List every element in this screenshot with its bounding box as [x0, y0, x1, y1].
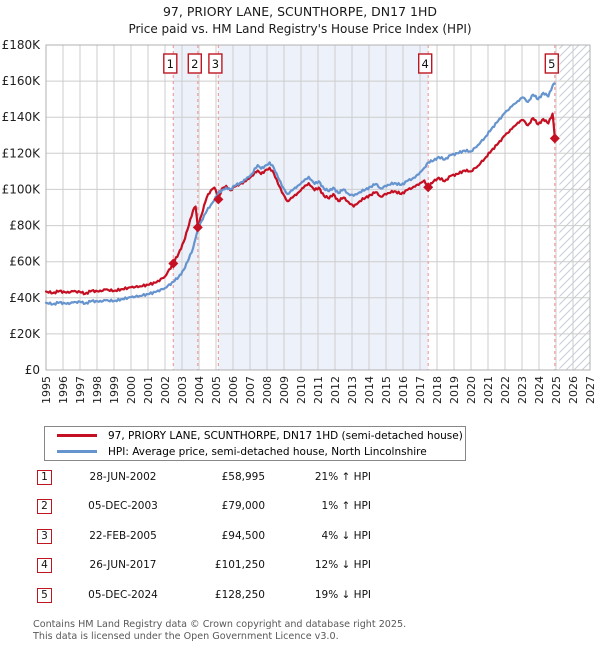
txn-date: 26-JUN-2017 — [89, 559, 157, 572]
table-row — [37, 588, 557, 604]
svg-text:£80K: £80K — [9, 218, 40, 233]
svg-text:£180K: £180K — [1, 38, 40, 52]
txn-hpi-diff: 12% ↓ HPI — [314, 559, 371, 572]
svg-text:1997: 1997 — [74, 376, 87, 404]
svg-text:2: 2 — [191, 57, 199, 71]
svg-text:£40K: £40K — [9, 290, 40, 305]
svg-text:2027: 2027 — [584, 376, 597, 404]
svg-text:£140K: £140K — [1, 110, 40, 125]
legend-item-property — [45, 430, 465, 442]
legend-label: HPI: Average price, semi-detached house, North Lincolnshire — [108, 445, 427, 458]
svg-text:1995: 1995 — [40, 376, 53, 404]
svg-text:2011: 2011 — [312, 376, 325, 404]
red-line-swatch — [57, 434, 97, 437]
footer-line-2: This data is licensed under the Open Government Licence v3.0. — [33, 630, 339, 642]
legend-label: 97, PRIORY LANE, SCUNTHORPE, DN17 1HD (semi-detached house) — [108, 429, 463, 442]
txn-hpi-diff: 4% ↓ HPI — [321, 529, 371, 542]
blue-line-swatch — [57, 450, 97, 453]
svg-text:2013: 2013 — [346, 376, 359, 404]
svg-text:2000: 2000 — [125, 376, 138, 404]
svg-text:2008: 2008 — [261, 376, 274, 404]
svg-text:5: 5 — [548, 57, 556, 71]
svg-text:1998: 1998 — [91, 376, 104, 404]
svg-text:2026: 2026 — [567, 376, 580, 404]
svg-text:2020: 2020 — [465, 376, 478, 404]
svg-text:2022: 2022 — [499, 376, 512, 404]
svg-text:2010: 2010 — [295, 376, 308, 404]
svg-text:2003: 2003 — [176, 376, 189, 404]
txn-price: £128,250 — [214, 588, 265, 601]
svg-text:2006: 2006 — [227, 376, 240, 404]
svg-text:2009: 2009 — [278, 376, 291, 404]
txn-date: 05-DEC-2003 — [88, 500, 158, 513]
svg-text:£20K: £20K — [9, 326, 40, 341]
svg-text:2025: 2025 — [550, 376, 563, 404]
svg-text:2002: 2002 — [159, 376, 172, 404]
svg-text:2017: 2017 — [414, 376, 427, 404]
page-subtitle: Price paid vs. HM Land Registry's House Price Index (HPI) — [128, 22, 472, 36]
svg-text:2016: 2016 — [397, 376, 410, 404]
svg-text:4: 4 — [421, 57, 429, 71]
svg-text:2012: 2012 — [329, 376, 342, 404]
txn-hpi-diff: 19% ↓ HPI — [314, 588, 371, 601]
svg-text:2024: 2024 — [533, 376, 546, 404]
txn-price: £101,250 — [214, 559, 265, 572]
svg-text:2021: 2021 — [482, 376, 495, 404]
svg-text:1: 1 — [166, 57, 174, 71]
txn-number-badge: 5 — [37, 588, 52, 603]
txn-number-badge: 1 — [37, 470, 52, 485]
table-row — [37, 499, 557, 515]
table-row — [37, 529, 557, 545]
svg-text:£100K: £100K — [1, 182, 40, 197]
txn-price: £94,500 — [221, 529, 265, 542]
page-title: 97, PRIORY LANE, SCUNTHORPE, DN17 1HD — [162, 4, 438, 19]
txn-hpi-diff: 21% ↑ HPI — [314, 471, 371, 483]
table-row — [37, 470, 557, 486]
svg-text:£120K: £120K — [1, 146, 40, 161]
svg-text:2001: 2001 — [142, 376, 155, 404]
svg-text:£160K: £160K — [1, 74, 40, 89]
transaction-table — [37, 470, 557, 617]
footer-line-1: Contains HM Land Registry data © Crown copyright and database right 2025. — [33, 619, 407, 630]
svg-text:2007: 2007 — [244, 376, 257, 404]
legend-item-hpi — [45, 446, 465, 458]
svg-text:2015: 2015 — [380, 376, 393, 404]
txn-date: 05-DEC-2024 — [88, 588, 158, 601]
txn-date: 28-JUN-2002 — [89, 471, 157, 483]
svg-text:2014: 2014 — [363, 376, 376, 404]
svg-text:1999: 1999 — [108, 376, 121, 404]
svg-text:3: 3 — [211, 57, 220, 71]
txn-price: £58,995 — [221, 471, 265, 483]
svg-text:2018: 2018 — [431, 376, 444, 404]
svg-text:1996: 1996 — [57, 376, 70, 404]
txn-number-badge: 4 — [37, 558, 52, 573]
svg-text:2005: 2005 — [210, 376, 223, 404]
table-row — [37, 558, 557, 574]
svg-text:£0: £0 — [24, 363, 40, 377]
txn-hpi-diff: 1% ↑ HPI — [321, 500, 371, 513]
license-footer — [33, 619, 406, 642]
txn-price: £79,000 — [221, 500, 265, 513]
txn-date: 22-FEB-2005 — [89, 529, 157, 542]
svg-text:2019: 2019 — [448, 376, 461, 404]
txn-number-badge: 2 — [37, 499, 52, 514]
svg-text:2023: 2023 — [516, 376, 529, 404]
svg-text:2004: 2004 — [193, 376, 206, 404]
svg-text:£60K: £60K — [9, 254, 40, 269]
chart-legend — [44, 426, 466, 461]
txn-number-badge: 3 — [37, 529, 52, 544]
